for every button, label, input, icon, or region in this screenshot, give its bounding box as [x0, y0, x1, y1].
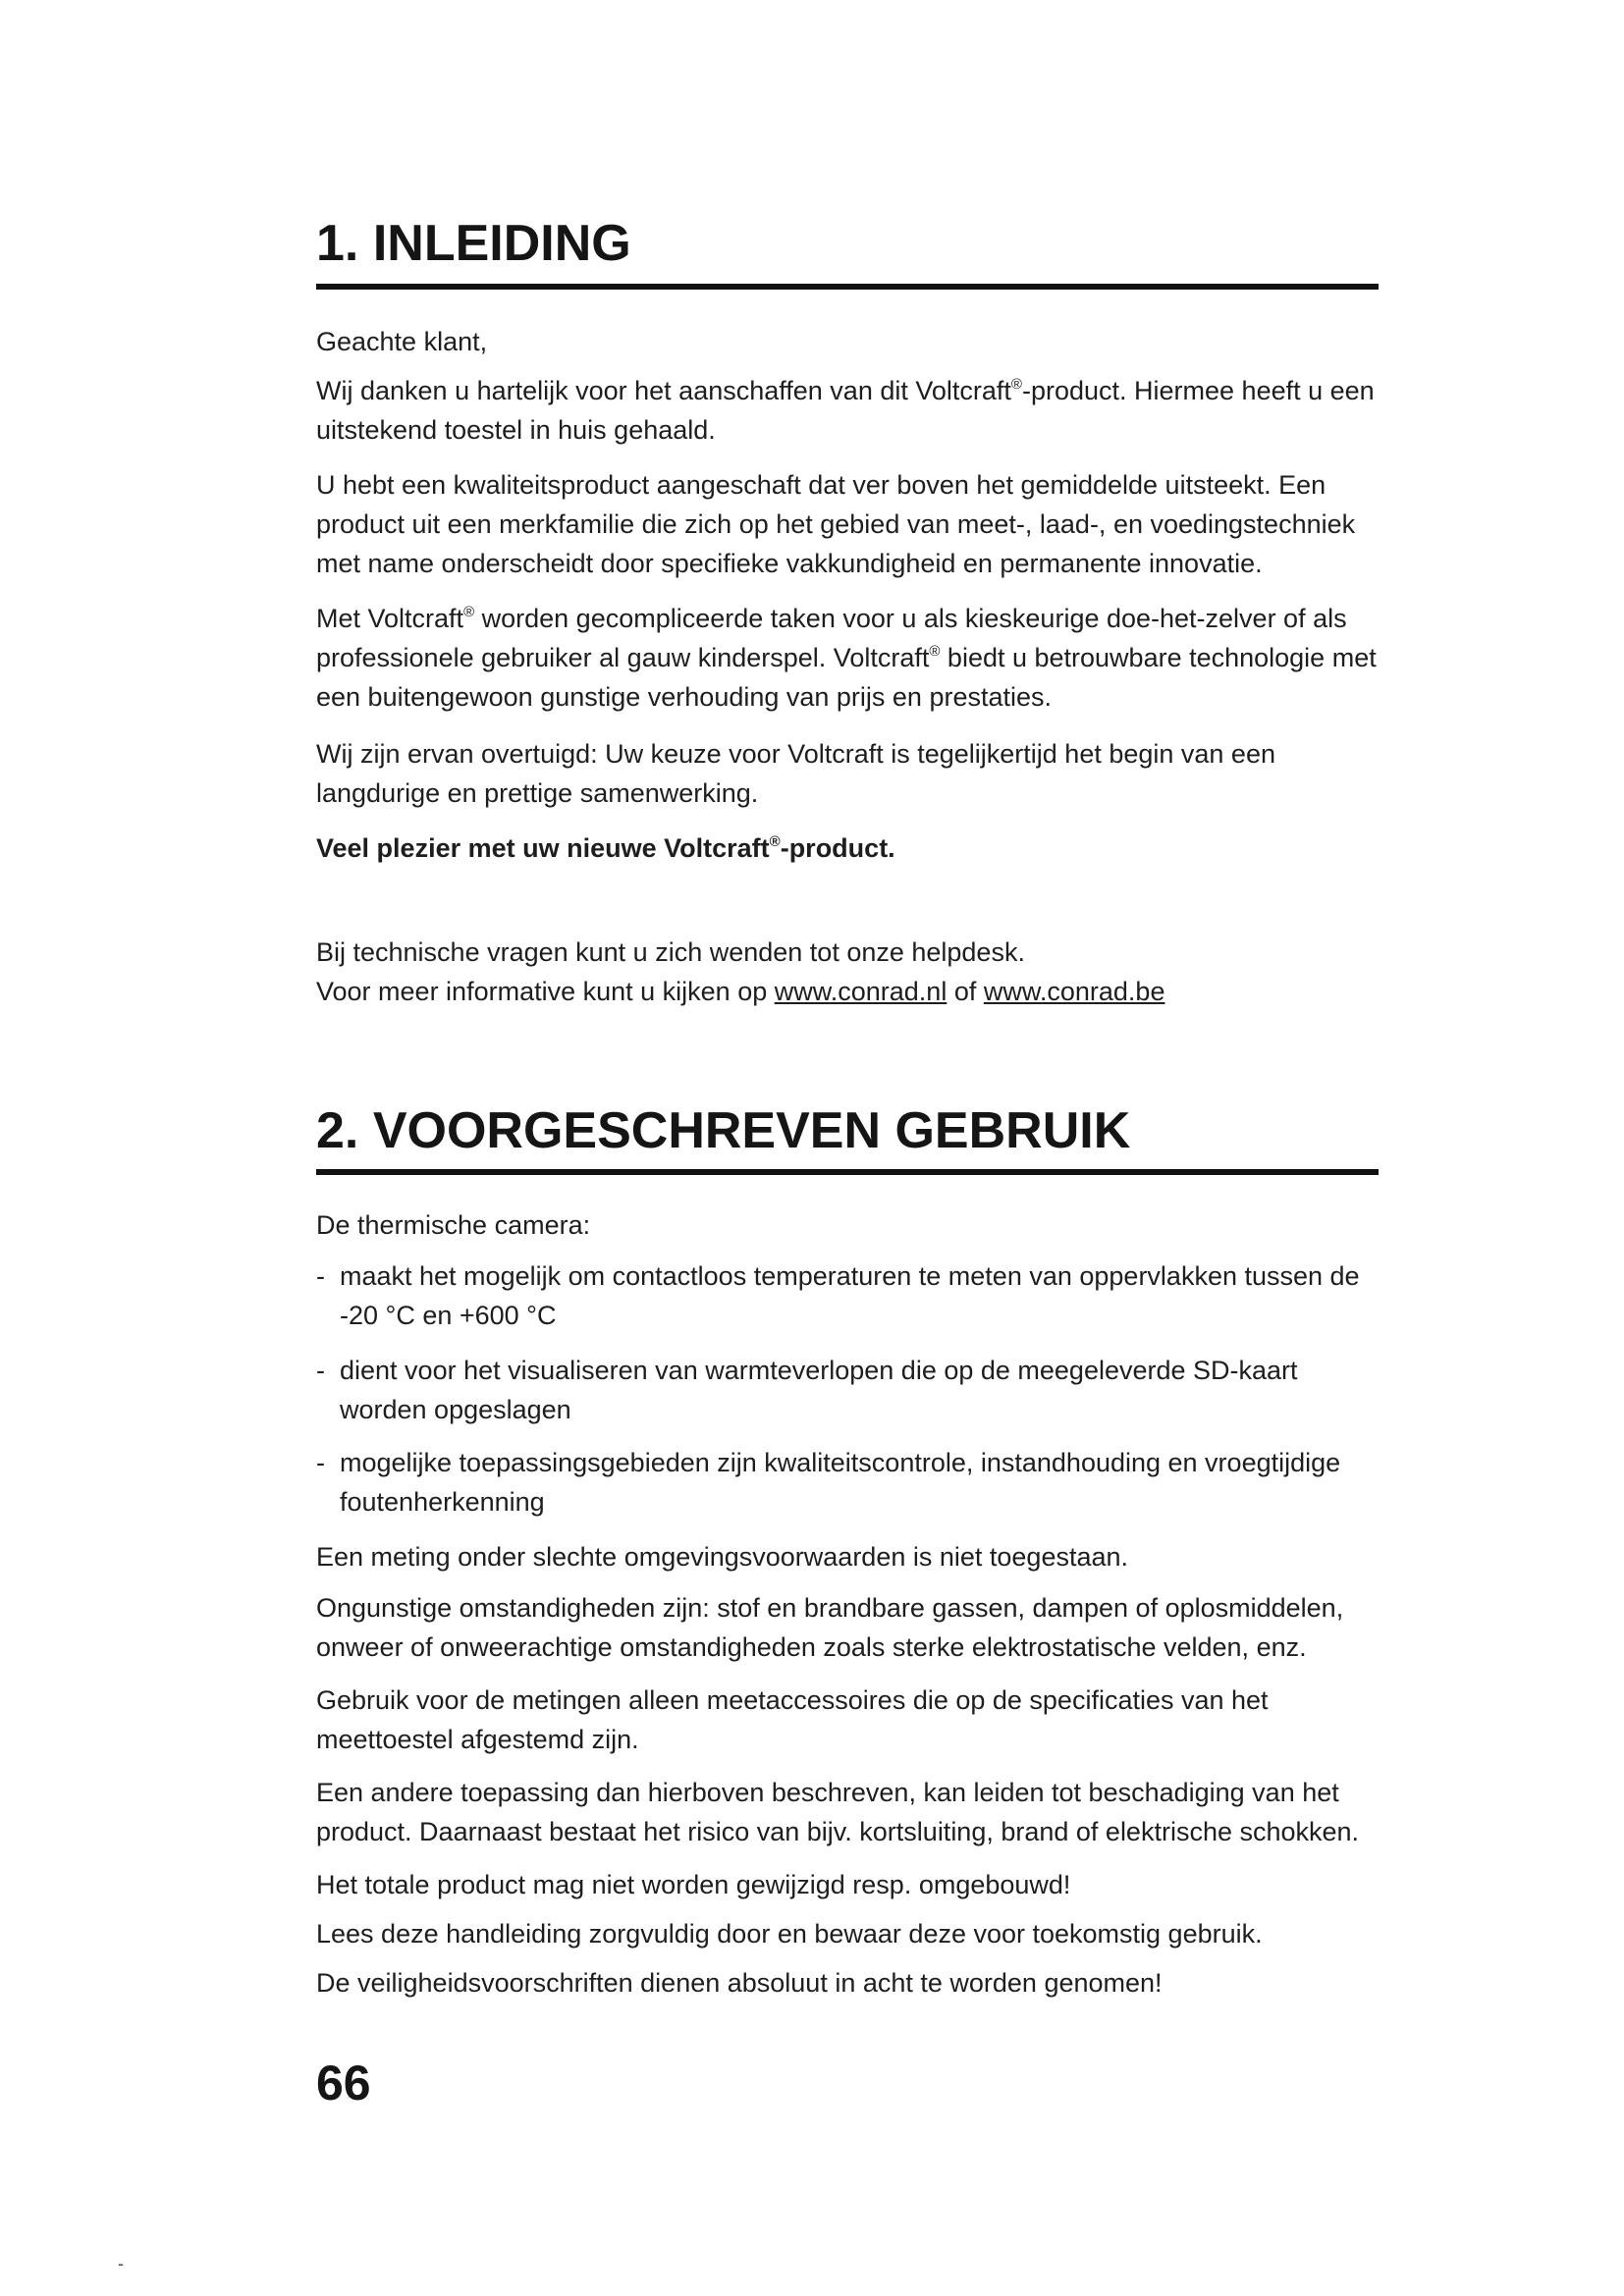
intro-paragraph-2: U hebt een kwaliteitsproduct aangeschaft dat ver boven het gemiddelde uitsteekt. Een product uit een merkfamilie die zich op het gebied van meet-, laad-, en voedingstechniek met name onderscheidt door specifieke vakkundigheid en permanente innovatie. [316, 470, 1356, 578]
section-1-heading: 1. INLEIDING [316, 215, 631, 272]
section-2-heading: 2. VOORGESCHREVEN GEBRUIK [316, 1102, 1131, 1159]
usage-paragraph-1: Een meting onder slechte omgevingsvoorwaarden is niet toegestaan. [316, 1542, 1129, 1572]
usage-paragraph-3: Gebruik voor de metingen alleen meetaccessoires die op de specificaties van het meettoestel afgestemd zijn. [316, 1685, 1269, 1754]
usage-paragraph-5: Het totale product mag niet worden gewijzigd resp. omgebouwd! [316, 1870, 1071, 1899]
intro-paragraph-4: Wij zijn ervan overtuigd: Uw keuze voor Voltcraft is tegelijkertijd het begin van een langdurige en prettige samenwerking. [316, 739, 1275, 808]
camera-intro: De thermische camera: [316, 1210, 591, 1240]
usage-paragraph-2: Ongunstige omstandigheden zijn: stof en brandbare gassen, dampen of oplosmiddelen, onweer of onweerachtige omstandigheden zoals sterke elektrostatische velden, enz. [316, 1593, 1344, 1662]
intro-paragraph-3: Met Voltcraft® worden gecompliceerde taken voor u als kieskeurige doe-het-zelver of als professionele gebruiker al gauw kinderspel. Voltcraft® biedt u betrouwbare technologie met een buitengewoon gunstige verhouding van prijs en prestaties. [316, 604, 1377, 712]
usage-paragraph-6: Lees deze handleiding zorgvuldig door en bewaar deze voor toekomstig gebruik. [316, 1919, 1263, 1949]
list-item: - mogelijke toepassingsgebieden zijn kwaliteitscontrole, instandhouding en vroegtijdige foutenherkenning [316, 1448, 1341, 1517]
greeting: Geachte klant, [316, 327, 488, 356]
usage-paragraph-7: De veiligheidsvoorschriften dienen absoluut in acht te worden genomen! [316, 1968, 1163, 1998]
section-1-rule [316, 284, 1379, 290]
enjoy-line: Veel plezier met uw nieuwe Voltcraft®-product. [316, 833, 895, 863]
list-item: - dient voor het visualiseren van warmteverlopen die op de meegeleverde SD-kaart worden opgeslagen [316, 1356, 1298, 1424]
helpdesk-line: Bij technische vragen kunt u zich wenden tot onze helpdesk. [316, 937, 1025, 967]
corner-mark: - [118, 2254, 124, 2273]
conrad-be-link[interactable]: www.conrad.be [983, 977, 1165, 1006]
page-number: 66 [316, 2056, 371, 2110]
intro-paragraph-1: Wij danken u hartelijk voor het aanschaffen van dit Voltcraft®-product. Hiermee heeft u een uitstekend toestel in huis gehaald. [316, 376, 1375, 445]
conrad-nl-link[interactable]: www.conrad.nl [774, 977, 947, 1006]
info-line: Voor meer informative kunt u kijken op www.conrad.nl of www.conrad.be [316, 977, 1165, 1006]
usage-paragraph-4: Een andere toepassing dan hierboven beschreven, kan leiden tot beschadiging van het product. Daarnaast bestaat het risico van bijv. kortsluiting, brand of elektrische schokken. [316, 1778, 1360, 1846]
list-item: - maakt het mogelijk om contactloos temperaturen te meten van oppervlakken tussen de -20 °C en +600 °C [316, 1261, 1360, 1330]
section-2-rule [316, 1169, 1379, 1175]
